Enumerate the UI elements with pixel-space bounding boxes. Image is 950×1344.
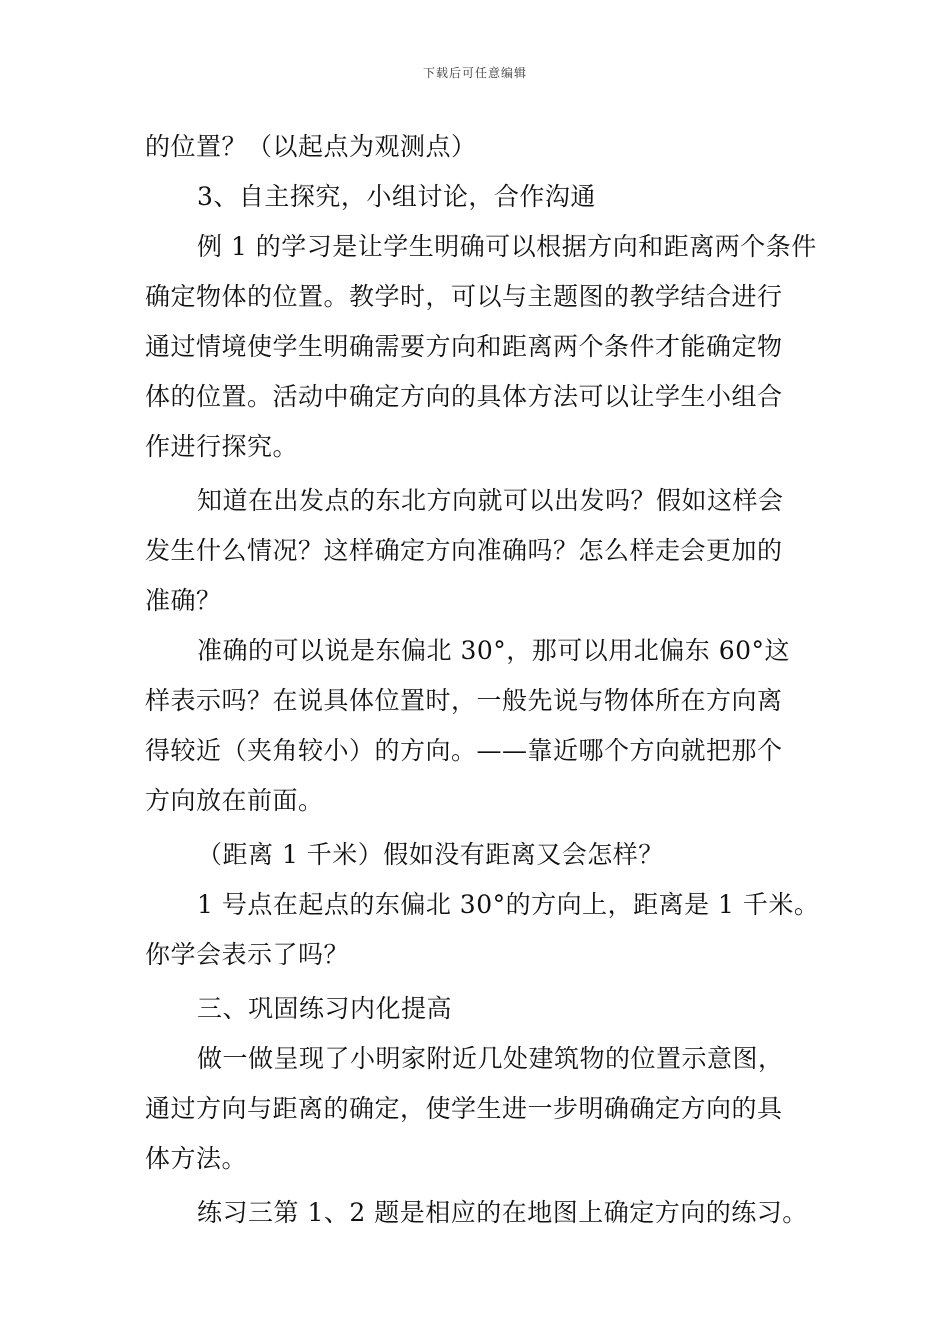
- text-line: 你学会表示了吗？: [145, 940, 350, 969]
- text-line: 发生什么情况？这样确定方向准确吗？怎么样走会更加的: [145, 536, 783, 565]
- text-line: 准确的可以说是东偏北 30°，那可以用北偏东 60°这: [197, 636, 791, 665]
- text-line: 通过方向与距离的确定，使学生进一步明确确定方向的具: [145, 1094, 783, 1123]
- section-heading: 三、巩固练习内化提高: [197, 994, 453, 1023]
- text-line: 得较近（夹角较小）的方向。——靠近哪个方向就把那个: [145, 736, 783, 765]
- text-line: 样表示吗？在说具体位置时，一般先说与物体所在方向离: [145, 686, 783, 715]
- section-heading: 3、自主探究，小组讨论，合作沟通: [197, 182, 596, 211]
- text-line: 通过情境使学生明确需要方向和距离两个条件才能确定物: [145, 332, 783, 361]
- document-body: [145, 122, 820, 1238]
- text-line: 做一做呈现了小明家附近几处建筑物的位置示意图，: [197, 1044, 784, 1073]
- text-line: 体的位置。活动中确定方向的具体方法可以让学生小组合: [145, 382, 783, 411]
- text-line: 练习三第 1、2 题是相应的在地图上确定方向的练习。: [197, 1198, 808, 1227]
- text-line: （距离 1 千米）假如没有距离又会怎样？: [197, 840, 664, 869]
- page-header: 下载后可任意编辑: [422, 66, 527, 80]
- text-line: 准确？: [145, 586, 222, 615]
- text-line: 方向放在前面。: [145, 786, 324, 815]
- text-line: 确定物体的位置。教学时，可以与主题图的教学结合进行: [145, 282, 783, 311]
- text-line: 的位置？（以起点为观测点）: [145, 132, 477, 161]
- text-line: 体方法。: [145, 1144, 248, 1173]
- text-line: 知道在出发点的东北方向就可以出发吗？假如这样会: [197, 486, 784, 515]
- text-line: 作进行探究。: [145, 432, 299, 461]
- text-line: 例 1 的学习是让学生明确可以根据方向和距离两个条件: [197, 232, 817, 261]
- text-line: 1 号点在起点的东偏北 30°的方向上，距离是 1 千米。: [197, 890, 820, 919]
